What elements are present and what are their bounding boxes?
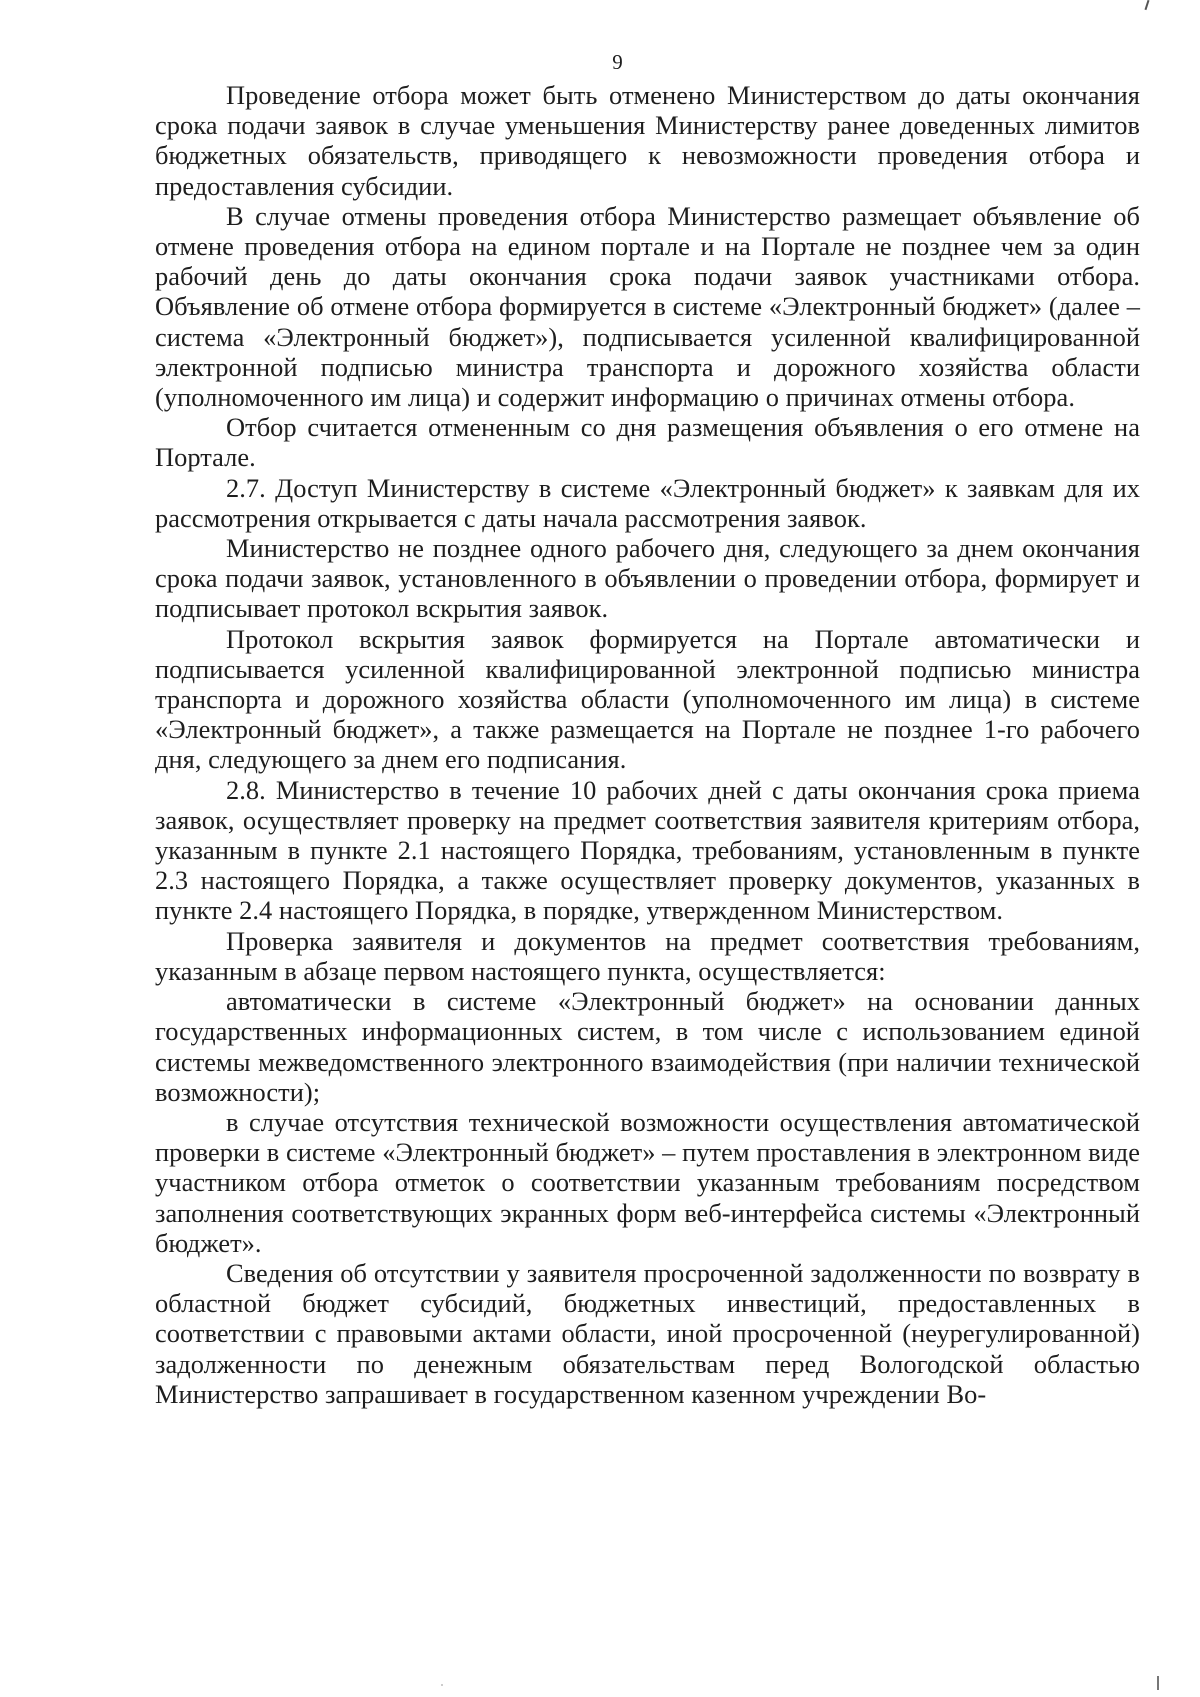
paragraph-cancellation-announcement: В случае отмены проведения отбора Министерство размещает объявление об отмене проведения отбора на едином портале и на Портале не позднее чем за один рабочий день до даты окончания срока подачи заявок участниками отбора. Объявление об отмене отбора формируется в системе «Электронный бюджет» (далее – система «Электронный бюджет»), подписывается усиленной квалифицированной электронной подписью министра транспорта и дорожного хозяйства области (уполномоченного им лица) и содержит информацию о причинах отмены отбора. xyxy=(155,200,1140,413)
scan-speck xyxy=(441,1684,443,1686)
paragraph-protocol-signing: Протокол вскрытия заявок формируется на Портале автоматически и подписывается усиленной квалифицированной электронной подписью министра транспорта и дорожного хозяйства области (уполномоченного им лица) в системе «Электронный бюджет», а также размещается на Портале не позднее 1-го рабочего дня, следующего за днем его подписания. xyxy=(155,623,1140,775)
paragraph-automatic-check: автоматически в системе «Электронный бюджет» на основании данных государственных информационных систем, в том числе с использованием единой системы межведомственного электронного взаимодействия (при наличии технической возможности); xyxy=(155,986,1140,1107)
paragraph-manual-check: в случае отсутствия технической возможности осуществления автоматической проверки в системе «Электронный бюджет» – путем проставления в электронном виде участником отбора отметок о соответствии указанным требованиям посредством заполнения соответствующих экранных форм веб-интерфейса системы «Электронный бюджет». xyxy=(155,1106,1140,1258)
scan-edge-mark xyxy=(1145,0,1150,10)
scan-edge-mark-bottom xyxy=(1157,1676,1159,1690)
page-number: 9 xyxy=(612,50,623,74)
paragraph-2-8-verification: 2.8. Министерство в течение 10 рабочих дней с даты окончания срока приема заявок, осуществляет проверку на предмет соответствия заявителя критериям отбора, указанным в пункте 2.1 настоящего Порядка, требованиям, установленным в пункте 2.3 настоящего Порядка, а также осуществляет проверку документов, указанных в пункте 2.4 настоящего Порядка, в порядке, утвержденном Министерством. xyxy=(155,774,1140,926)
paragraph-debt-information: Сведения об отсутствии у заявителя просроченной задолженности по возврату в областной бюджет субсидий, бюджетных инвестиций, предоставленных в соответствии с правовыми актами области, иной просроченной (неурегулированной) задолженности по денежным обязательствам перед Вологодской областью Министерство запрашивает в государственном казенном учреждении Во- xyxy=(155,1257,1140,1409)
paragraph-opening-protocol: Министерство не позднее одного рабочего дня, следующего за днем окончания срока подачи заявок, установленного в объявлении о проведении отбора, формирует и подписывает протокол вскрытия заявок. xyxy=(155,533,1140,624)
paragraph-cancellation: Проведение отбора может быть отменено Министерством до даты окончания срока подачи заявок в случае уменьшения Министерству ранее доведенных лимитов бюджетных обязательств, приводящего к невозможности проведения отбора и предоставления субсидии. xyxy=(155,80,1140,201)
paragraph-verification-method: Проверка заявителя и документов на предмет соответствия требованиям, указанным в абзаце первом настоящего пункта, осуществляется: xyxy=(155,925,1140,986)
paragraph-cancellation-effective: Отбор считается отмененным со дня размещения объявления о его отмене на Портале. xyxy=(155,412,1140,473)
document-body xyxy=(155,80,1140,1409)
paragraph-2-7-access: 2.7. Доступ Министерству в системе «Электронный бюджет» к заявкам для их рассмотрения открывается с даты начала рассмотрения заявок. xyxy=(155,472,1140,533)
